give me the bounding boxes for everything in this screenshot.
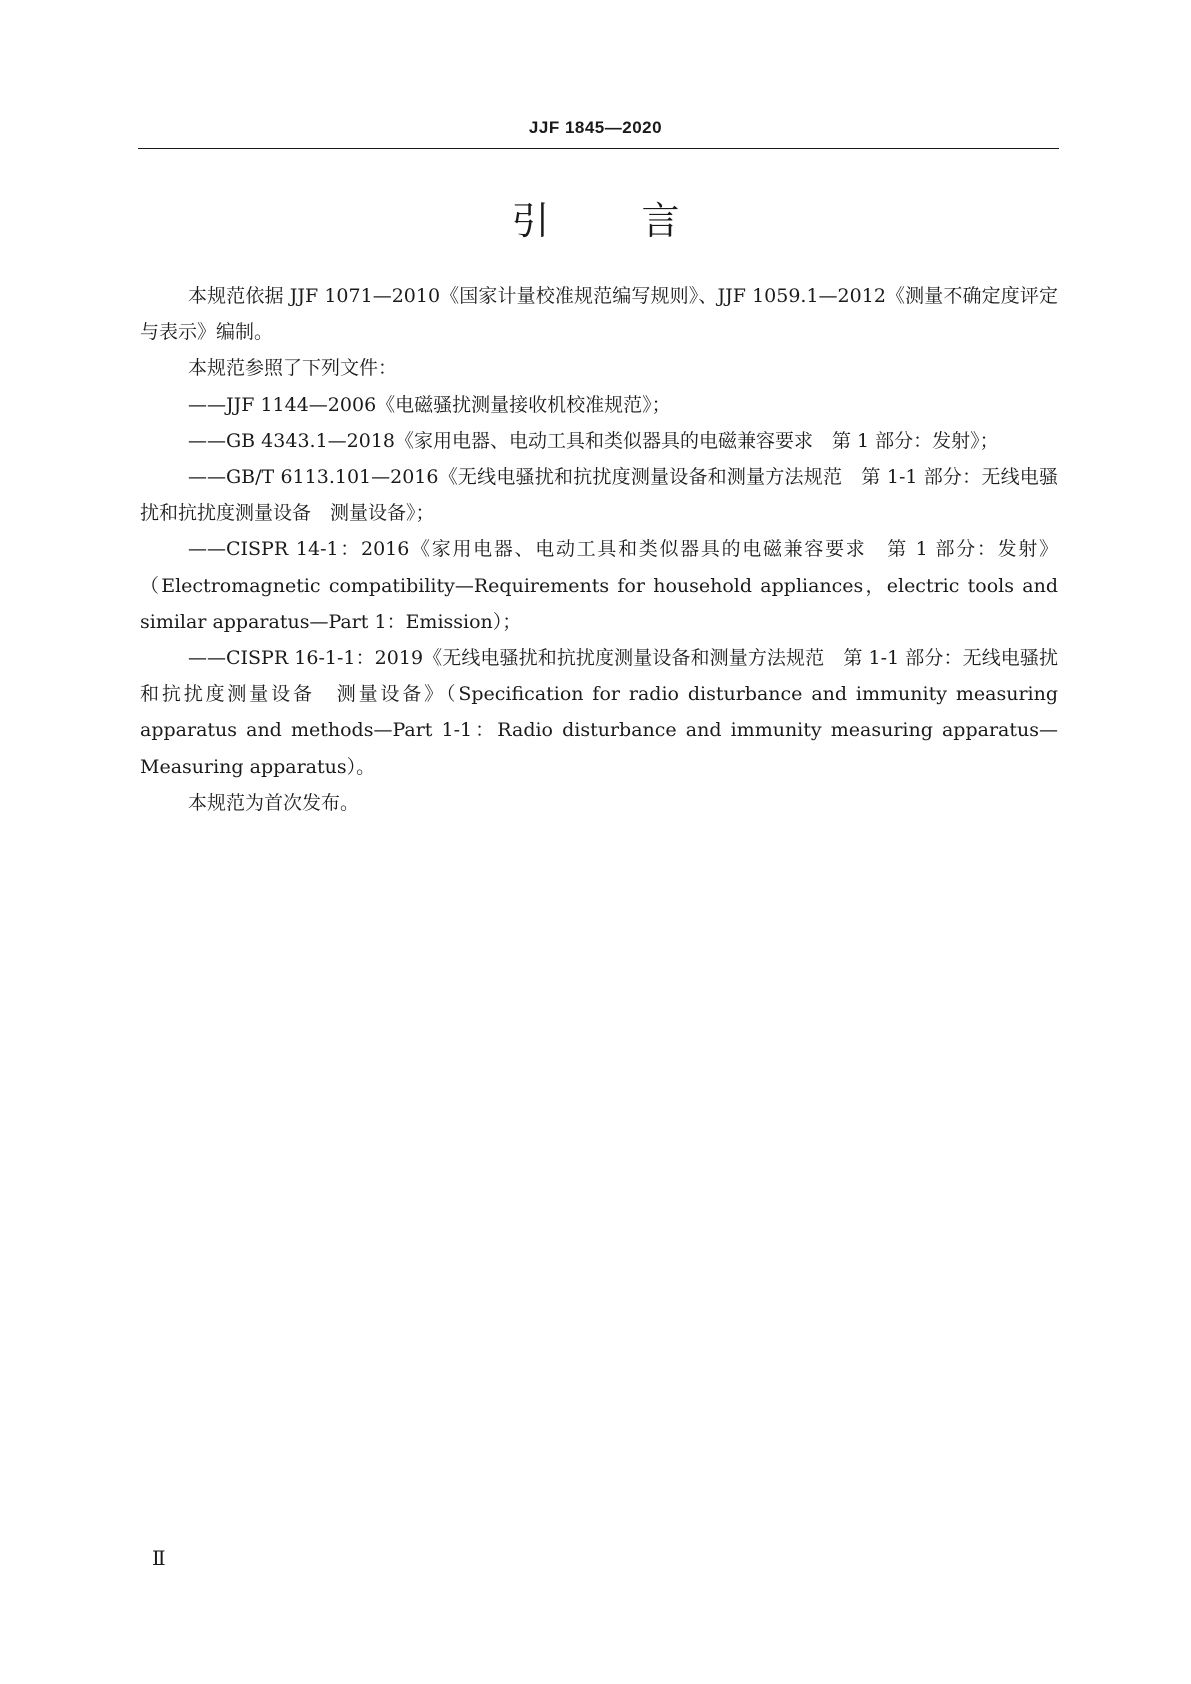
title-char-1: 引 xyxy=(511,199,550,243)
paragraph-basis: 本规范依据 JJF 1071—2010《国家计量校准规范编写规则》、JJF 1059.1—2012《测量不确定度评定与表示》编制。 xyxy=(140,285,1058,344)
paragraph-first-release: 本规范为首次发布。 xyxy=(188,791,360,814)
reference-item: ——GB 4343.1—2018《家用电器、电动工具和类似器具的电磁兼容要求 第 1 部分：发射》； xyxy=(188,429,999,452)
reference-item: ——JJF 1144—2006《电磁骚扰测量接收机校准规范》； xyxy=(188,393,671,416)
reference-item: ——CISPR 16-1-1：2019《无线电骚扰和抗扰度测量设备和测量方法规范 第 1-1 部分：无线电骚扰和抗扰度测量设备 测量设备》（Specification for radio disturbance and immunity measuring apparatus and methods—Part 1-1：Radio disturbance and immunity measuring apparatus—Measuring apparatus）。 xyxy=(140,647,1058,778)
title-char-2: 言 xyxy=(641,199,680,243)
reference-item: ——GB/T 6113.101—2016《无线电骚扰和抗扰度测量设备和测量方法规范 第 1-1 部分：无线电骚扰和抗扰度测量设备 测量设备》； xyxy=(140,466,1058,525)
paragraph-references-intro: 本规范参照了下列文件： xyxy=(188,357,398,380)
page-number: Ⅱ xyxy=(152,1546,166,1570)
header-divider xyxy=(138,148,1059,149)
document-code: JJF 1845—2020 xyxy=(528,118,663,137)
page-title xyxy=(0,196,1191,246)
preface-body xyxy=(140,278,1058,821)
reference-item: ——CISPR 14-1：2016《家用电器、电动工具和类似器具的电磁兼容要求 第 1 部分：发射》（Electromagnetic compatibility—Requirements for household appliances，electric tools and similar apparatus—Part 1：Emission）； xyxy=(140,538,1058,633)
